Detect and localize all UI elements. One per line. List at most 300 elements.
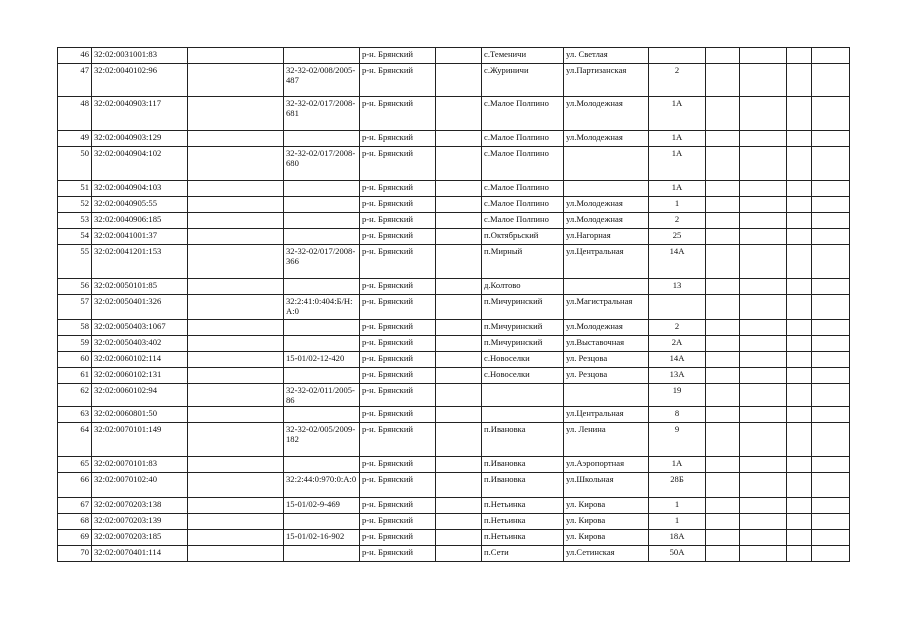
blank-cell (706, 147, 740, 181)
blank-cell (812, 147, 850, 181)
blank-cell (436, 131, 482, 147)
blank-cell (436, 456, 482, 472)
cadastral-number: 32:02:0070203:185 (92, 529, 188, 545)
row-number: 46 (58, 48, 92, 64)
blank-cell (188, 64, 284, 97)
locality: п.Нетьинка (482, 497, 564, 513)
blank-cell (787, 472, 812, 497)
locality: п.Ивановка (482, 456, 564, 472)
district: р-н. Брянский (360, 422, 436, 456)
blank-cell (436, 48, 482, 64)
blank-cell (740, 213, 787, 229)
locality: п.Нетьинка (482, 529, 564, 545)
table-row (58, 213, 850, 229)
blank-cell (787, 529, 812, 545)
table-row (58, 368, 850, 384)
district: р-н. Брянский (360, 97, 436, 131)
registration-number (284, 229, 360, 245)
table-body (58, 48, 850, 562)
blank-cell (188, 181, 284, 197)
street: ул.Молодежная (564, 97, 649, 131)
blank-cell (787, 147, 812, 181)
street: ул.Молодежная (564, 213, 649, 229)
blank-cell (188, 245, 284, 279)
locality: п.Мирный (482, 245, 564, 279)
blank-cell (436, 384, 482, 407)
locality: с.Малое Полпино (482, 213, 564, 229)
locality: п.Мичуринский (482, 295, 564, 320)
cadastral-number: 32:02:0070101:83 (92, 456, 188, 472)
street: ул. Светлая (564, 48, 649, 64)
house-number: 28Б (649, 472, 706, 497)
locality: с.Теменичи (482, 48, 564, 64)
blank-cell (812, 545, 850, 561)
blank-cell (188, 529, 284, 545)
blank-cell (188, 456, 284, 472)
blank-cell (740, 368, 787, 384)
blank-cell (188, 48, 284, 64)
locality: п.Ивановка (482, 472, 564, 497)
blank-cell (706, 352, 740, 368)
row-number: 50 (58, 147, 92, 181)
district: р-н. Брянский (360, 245, 436, 279)
house-number: 14А (649, 245, 706, 279)
blank-cell (740, 320, 787, 336)
table-row (58, 229, 850, 245)
house-number (649, 295, 706, 320)
locality: с.Малое Полпино (482, 131, 564, 147)
row-number: 62 (58, 384, 92, 407)
street: ул.Молодежная (564, 131, 649, 147)
table-row (58, 336, 850, 352)
locality: с.Новоселки (482, 352, 564, 368)
registration-number: 32-32-02/017/2008-366 (284, 245, 360, 279)
blank-cell (706, 422, 740, 456)
blank-cell (706, 513, 740, 529)
blank-cell (812, 181, 850, 197)
blank-cell (706, 48, 740, 64)
blank-cell (436, 422, 482, 456)
district: р-н. Брянский (360, 197, 436, 213)
district: р-н. Брянский (360, 131, 436, 147)
table-row (58, 472, 850, 497)
row-number: 67 (58, 497, 92, 513)
blank-cell (436, 320, 482, 336)
house-number: 13А (649, 368, 706, 384)
blank-cell (436, 336, 482, 352)
blank-cell (787, 384, 812, 407)
blank-cell (436, 529, 482, 545)
house-number (649, 48, 706, 64)
blank-cell (740, 279, 787, 295)
cadastral-number: 32:02:0040905:55 (92, 197, 188, 213)
blank-cell (188, 131, 284, 147)
registration-number: 32-32-02/005/2009-182 (284, 422, 360, 456)
blank-cell (706, 197, 740, 213)
registration-number (284, 197, 360, 213)
district: р-н. Брянский (360, 64, 436, 97)
table-row (58, 131, 850, 147)
registration-number: 15-01/02-16-902 (284, 529, 360, 545)
blank-cell (740, 384, 787, 407)
table-row (58, 456, 850, 472)
locality: п.Мичуринский (482, 336, 564, 352)
blank-cell (706, 320, 740, 336)
table-row (58, 279, 850, 295)
row-number: 54 (58, 229, 92, 245)
blank-cell (436, 295, 482, 320)
blank-cell (188, 513, 284, 529)
blank-cell (740, 181, 787, 197)
house-number: 19 (649, 384, 706, 407)
blank-cell (706, 295, 740, 320)
district: р-н. Брянский (360, 147, 436, 181)
blank-cell (787, 368, 812, 384)
blank-cell (436, 213, 482, 229)
blank-cell (436, 406, 482, 422)
blank-cell (188, 147, 284, 181)
blank-cell (740, 545, 787, 561)
blank-cell (188, 97, 284, 131)
district: р-н. Брянский (360, 529, 436, 545)
cadastral-number: 32:02:0060102:131 (92, 368, 188, 384)
blank-cell (812, 368, 850, 384)
blank-cell (706, 213, 740, 229)
locality: с.Малое Полпино (482, 197, 564, 213)
blank-cell (188, 497, 284, 513)
blank-cell (706, 229, 740, 245)
blank-cell (706, 336, 740, 352)
blank-cell (812, 497, 850, 513)
blank-cell (188, 472, 284, 497)
street: ул.Аэропортная (564, 456, 649, 472)
locality: п.Октябрьский (482, 229, 564, 245)
blank-cell (436, 97, 482, 131)
blank-cell (188, 295, 284, 320)
table-row (58, 97, 850, 131)
cadastral-number: 32:02:0050101:85 (92, 279, 188, 295)
row-number: 68 (58, 513, 92, 529)
district: р-н. Брянский (360, 368, 436, 384)
blank-cell (812, 197, 850, 213)
street: ул.Центральная (564, 245, 649, 279)
blank-cell (706, 64, 740, 97)
street: ул.Нагорная (564, 229, 649, 245)
cadastral-number: 32:02:0040903:117 (92, 97, 188, 131)
blank-cell (436, 279, 482, 295)
registration-number: 32-32-02/017/2008-681 (284, 97, 360, 131)
district: р-н. Брянский (360, 336, 436, 352)
house-number: 25 (649, 229, 706, 245)
registration-number (284, 320, 360, 336)
district: р-н. Брянский (360, 513, 436, 529)
locality: с.Малое Полпино (482, 147, 564, 181)
row-number: 48 (58, 97, 92, 131)
blank-cell (740, 229, 787, 245)
blank-cell (740, 197, 787, 213)
cadastral-number: 32:02:0060102:94 (92, 384, 188, 407)
blank-cell (787, 229, 812, 245)
blank-cell (787, 545, 812, 561)
blank-cell (787, 320, 812, 336)
blank-cell (740, 48, 787, 64)
row-number: 66 (58, 472, 92, 497)
table-row (58, 245, 850, 279)
blank-cell (436, 497, 482, 513)
cadastral-number: 32:02:0070401:114 (92, 545, 188, 561)
street: ул.Сетинская (564, 545, 649, 561)
table-row (58, 197, 850, 213)
blank-cell (787, 245, 812, 279)
house-number: 18А (649, 529, 706, 545)
blank-cell (436, 545, 482, 561)
blank-cell (188, 279, 284, 295)
locality: с.Журиничи (482, 64, 564, 97)
district: р-н. Брянский (360, 545, 436, 561)
blank-cell (436, 472, 482, 497)
street: ул.Выставочная (564, 336, 649, 352)
blank-cell (812, 320, 850, 336)
blank-cell (706, 406, 740, 422)
blank-cell (706, 545, 740, 561)
house-number: 2А (649, 336, 706, 352)
blank-cell (740, 497, 787, 513)
blank-cell (787, 513, 812, 529)
street: ул.Магистральная (564, 295, 649, 320)
street: ул.Молодежная (564, 197, 649, 213)
cadastral-number: 32:02:0050403:1067 (92, 320, 188, 336)
blank-cell (740, 406, 787, 422)
blank-cell (740, 64, 787, 97)
cadastral-number: 32:02:0041201:153 (92, 245, 188, 279)
locality: с.Новоселки (482, 368, 564, 384)
blank-cell (706, 131, 740, 147)
blank-cell (812, 279, 850, 295)
cadastral-number: 32:02:0070101:149 (92, 422, 188, 456)
street (564, 279, 649, 295)
locality: п.Мичуринский (482, 320, 564, 336)
registration-number: 32:2:41:0:404:Б/Н:А:0 (284, 295, 360, 320)
registration-number (284, 213, 360, 229)
blank-cell (706, 97, 740, 131)
row-number: 59 (58, 336, 92, 352)
registration-number: 15-01/02-12-420 (284, 352, 360, 368)
blank-cell (740, 147, 787, 181)
cadastral-number: 32:02:0060102:114 (92, 352, 188, 368)
district: р-н. Брянский (360, 279, 436, 295)
table-row (58, 384, 850, 407)
row-number: 64 (58, 422, 92, 456)
locality: п.Ивановка (482, 422, 564, 456)
house-number: 14А (649, 352, 706, 368)
blank-cell (787, 336, 812, 352)
district: р-н. Брянский (360, 320, 436, 336)
table-row (58, 406, 850, 422)
cadastral-number: 32:02:0050401:326 (92, 295, 188, 320)
blank-cell (740, 472, 787, 497)
street (564, 147, 649, 181)
locality: с.Малое Полпино (482, 181, 564, 197)
registration-number (284, 131, 360, 147)
locality: п.Сети (482, 545, 564, 561)
blank-cell (436, 245, 482, 279)
blank-cell (188, 229, 284, 245)
registration-number (284, 336, 360, 352)
cadastral-number: 32:02:0040904:103 (92, 181, 188, 197)
blank-cell (812, 213, 850, 229)
cadastral-number: 32:02:0040102:96 (92, 64, 188, 97)
blank-cell (812, 422, 850, 456)
district: р-н. Брянский (360, 48, 436, 64)
blank-cell (787, 422, 812, 456)
street: ул.Школьная (564, 472, 649, 497)
locality: д.Колтово (482, 279, 564, 295)
cadastral-number: 32:02:0060801:50 (92, 406, 188, 422)
district: р-н. Брянский (360, 352, 436, 368)
blank-cell (188, 197, 284, 213)
district: р-н. Брянский (360, 406, 436, 422)
blank-cell (740, 295, 787, 320)
blank-cell (436, 181, 482, 197)
table-row (58, 352, 850, 368)
cadastral-number: 32:02:0040904:102 (92, 147, 188, 181)
table-row (58, 497, 850, 513)
blank-cell (812, 229, 850, 245)
blank-cell (706, 181, 740, 197)
street: ул. Кирова (564, 529, 649, 545)
blank-cell (740, 131, 787, 147)
house-number: 2 (649, 64, 706, 97)
blank-cell (787, 64, 812, 97)
blank-cell (706, 497, 740, 513)
row-number: 52 (58, 197, 92, 213)
registration-number: 32-32-02/017/2008-680 (284, 147, 360, 181)
table-row (58, 422, 850, 456)
blank-cell (706, 384, 740, 407)
blank-cell (740, 513, 787, 529)
district: р-н. Брянский (360, 213, 436, 229)
district: р-н. Брянский (360, 229, 436, 245)
row-number: 58 (58, 320, 92, 336)
district: р-н. Брянский (360, 295, 436, 320)
street: ул.Партизанская (564, 64, 649, 97)
registration-number: 32-32-02/011/2005-86 (284, 384, 360, 407)
blank-cell (812, 295, 850, 320)
district: р-н. Брянский (360, 384, 436, 407)
row-number: 56 (58, 279, 92, 295)
registration-number (284, 181, 360, 197)
blank-cell (188, 352, 284, 368)
row-number: 65 (58, 456, 92, 472)
blank-cell (436, 513, 482, 529)
table-row (58, 295, 850, 320)
street (564, 181, 649, 197)
table-row (58, 320, 850, 336)
table-row (58, 545, 850, 561)
registration-number (284, 406, 360, 422)
house-number: 50А (649, 545, 706, 561)
blank-cell (706, 368, 740, 384)
house-number: 1А (649, 97, 706, 131)
row-number: 60 (58, 352, 92, 368)
blank-cell (188, 320, 284, 336)
cadastral-number: 32:02:0031001:83 (92, 48, 188, 64)
registration-number (284, 279, 360, 295)
district: р-н. Брянский (360, 456, 436, 472)
district: р-н. Брянский (360, 181, 436, 197)
blank-cell (740, 352, 787, 368)
blank-cell (188, 368, 284, 384)
cadastral-number: 32:02:0070203:138 (92, 497, 188, 513)
blank-cell (706, 456, 740, 472)
registration-number: 32-32-02/008/2005-487 (284, 64, 360, 97)
blank-cell (812, 472, 850, 497)
row-number: 49 (58, 131, 92, 147)
blank-cell (787, 131, 812, 147)
house-number: 1 (649, 513, 706, 529)
locality (482, 384, 564, 407)
table-row (58, 64, 850, 97)
blank-cell (812, 456, 850, 472)
blank-cell (436, 197, 482, 213)
house-number: 9 (649, 422, 706, 456)
street: ул. Кирова (564, 513, 649, 529)
blank-cell (188, 336, 284, 352)
blank-cell (188, 422, 284, 456)
row-number: 57 (58, 295, 92, 320)
blank-cell (812, 336, 850, 352)
street: ул. Резцова (564, 368, 649, 384)
house-number: 1А (649, 147, 706, 181)
house-number: 1 (649, 197, 706, 213)
cadastral-number: 32:02:0050403:402 (92, 336, 188, 352)
street (564, 384, 649, 407)
house-number: 1 (649, 497, 706, 513)
cadastral-number: 32:02:0040903:129 (92, 131, 188, 147)
blank-cell (740, 245, 787, 279)
cadastral-number: 32:02:0070203:139 (92, 513, 188, 529)
blank-cell (706, 529, 740, 545)
cadastral-number: 32:02:0041001:37 (92, 229, 188, 245)
row-number: 53 (58, 213, 92, 229)
registration-number (284, 513, 360, 529)
locality: п.Нетьинка (482, 513, 564, 529)
house-number: 1А (649, 131, 706, 147)
blank-cell (188, 213, 284, 229)
blank-cell (787, 497, 812, 513)
blank-cell (188, 406, 284, 422)
table-row (58, 48, 850, 64)
district: р-н. Брянский (360, 472, 436, 497)
blank-cell (787, 181, 812, 197)
blank-cell (812, 131, 850, 147)
blank-cell (436, 352, 482, 368)
cadastral-number: 32:02:0040906:185 (92, 213, 188, 229)
blank-cell (706, 472, 740, 497)
house-number: 13 (649, 279, 706, 295)
blank-cell (706, 279, 740, 295)
row-number: 61 (58, 368, 92, 384)
blank-cell (787, 48, 812, 64)
house-number: 8 (649, 406, 706, 422)
blank-cell (812, 48, 850, 64)
blank-cell (740, 97, 787, 131)
blank-cell (812, 97, 850, 131)
row-number: 70 (58, 545, 92, 561)
blank-cell (740, 422, 787, 456)
locality: с.Малое Полпино (482, 97, 564, 131)
table-row (58, 147, 850, 181)
